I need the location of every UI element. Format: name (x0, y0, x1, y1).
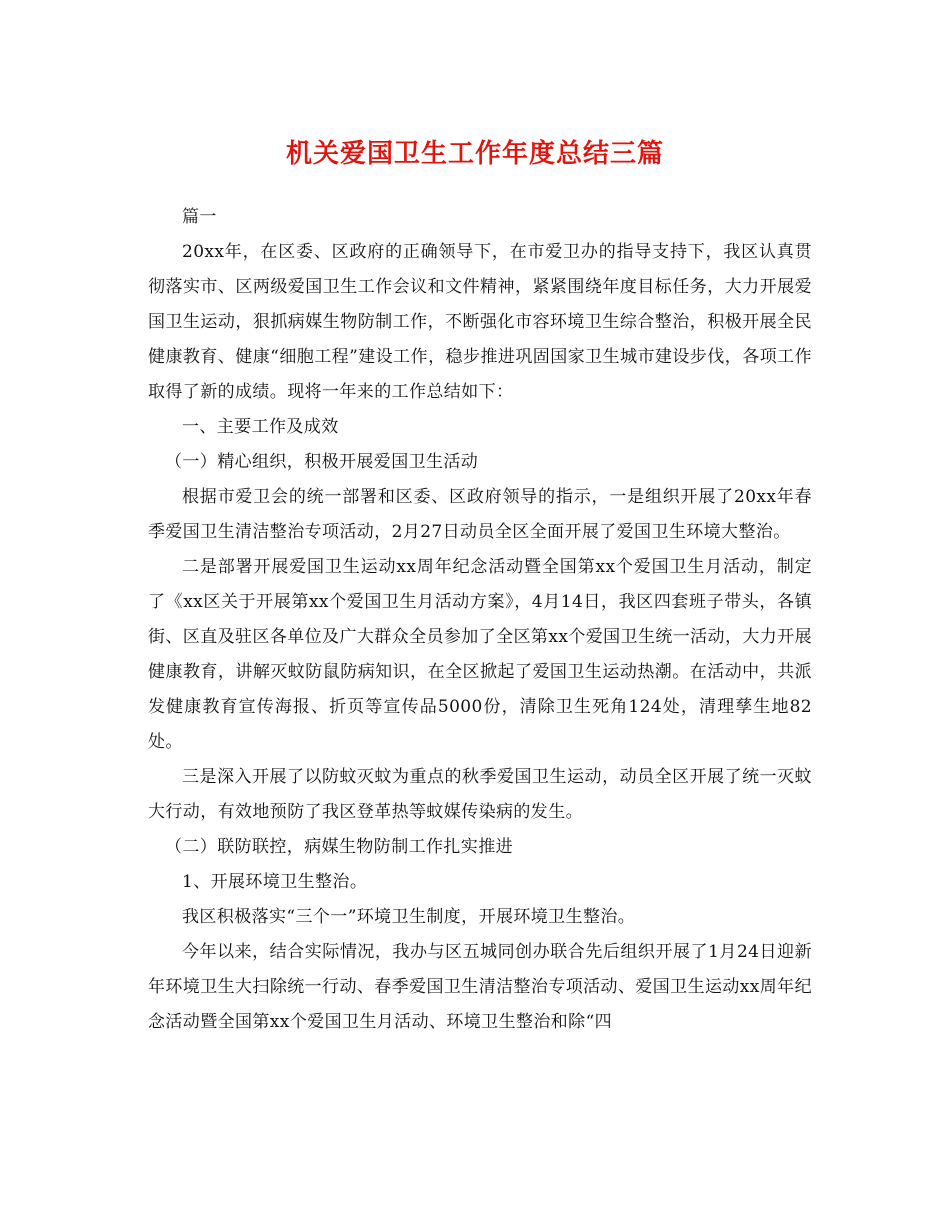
item-environment-renovation: 1、开展环境卫生整治。 (182, 872, 368, 892)
subheading-organize: （一）精心组织，积极开展爱国卫生活动 (165, 452, 479, 472)
paragraph-this-year: 今年以来，结合实际情况，我办与区五城同创办联合先后组织开展了1月24日迎新年环境卫生大扫除统一行动、春季爱国卫生清洁整治专项活动、爱国卫生运动xx周年纪念活动暨全国第xx个爱国卫生月活动、环境卫生整治和除“四 (148, 942, 812, 1032)
paragraph-autumn-campaign: 三是深入开展了以防蚊灭蚊为重点的秋季爱国卫生运动，动员全区开展了统一灭蚊大行动，有效地预防了我区登革热等蚊媒传染病的发生。 (148, 767, 812, 822)
paragraph-hygiene-month: 二是部署开展爱国卫生运动xx周年纪念活动暨全国第xx个爱国卫生月活动，制定了《xx区关于开展第xx个爱国卫生月活动方案》，4月14日，我区四套班子带头，各镇街、区直及驻区各单位及广大群众全员参加了全区第xx个爱国卫生统一活动，大力开展健康教育，讲解灭蚊防鼠防病知识，在全区掀起了爱国卫生运动热潮。在活动中，共派发健康教育宣传海报、折页等宣传品5000份，清除卫生死角124处，清理孳生地82处。 (148, 557, 812, 752)
document-title: 机关爱国卫生工作年度总结三篇 (285, 139, 664, 169)
document-body (148, 200, 812, 1040)
paragraph-three-ones: 我区积极落实“三个一”环境卫生制度，开展环境卫生整治。 (182, 907, 636, 927)
heading-main-work: 一、主要工作及成效 (182, 417, 339, 437)
paragraph-intro: 20xx年，在区委、区政府的正确领导下，在市爱卫办的指导支持下，我区认真贯彻落实市、区两级爱国卫生工作会议和文件精神，紧紧围绕年度目标任务，大力开展爱国卫生运动，狠抓病媒生物防制工作，不断强化市容环境卫生综合整治，积极开展全民健康教育、健康“细胞工程”建设工作，稳步推进巩固国家卫生城市建设步伐，各项工作取得了新的成绩。现将一年来的工作总结如下： (148, 242, 812, 402)
subheading-vector-control: （二）联防联控，病媒生物防制工作扎实推进 (165, 837, 513, 857)
paragraph-spring-campaign: 根据市爱卫会的统一部署和区委、区政府领导的指示，一是组织开展了20xx年春季爱国卫生清洁整治专项活动，2月27日动员全区全面开展了爱国卫生环境大整治。 (148, 487, 812, 542)
paragraph-section-label: 篇一 (182, 207, 217, 227)
